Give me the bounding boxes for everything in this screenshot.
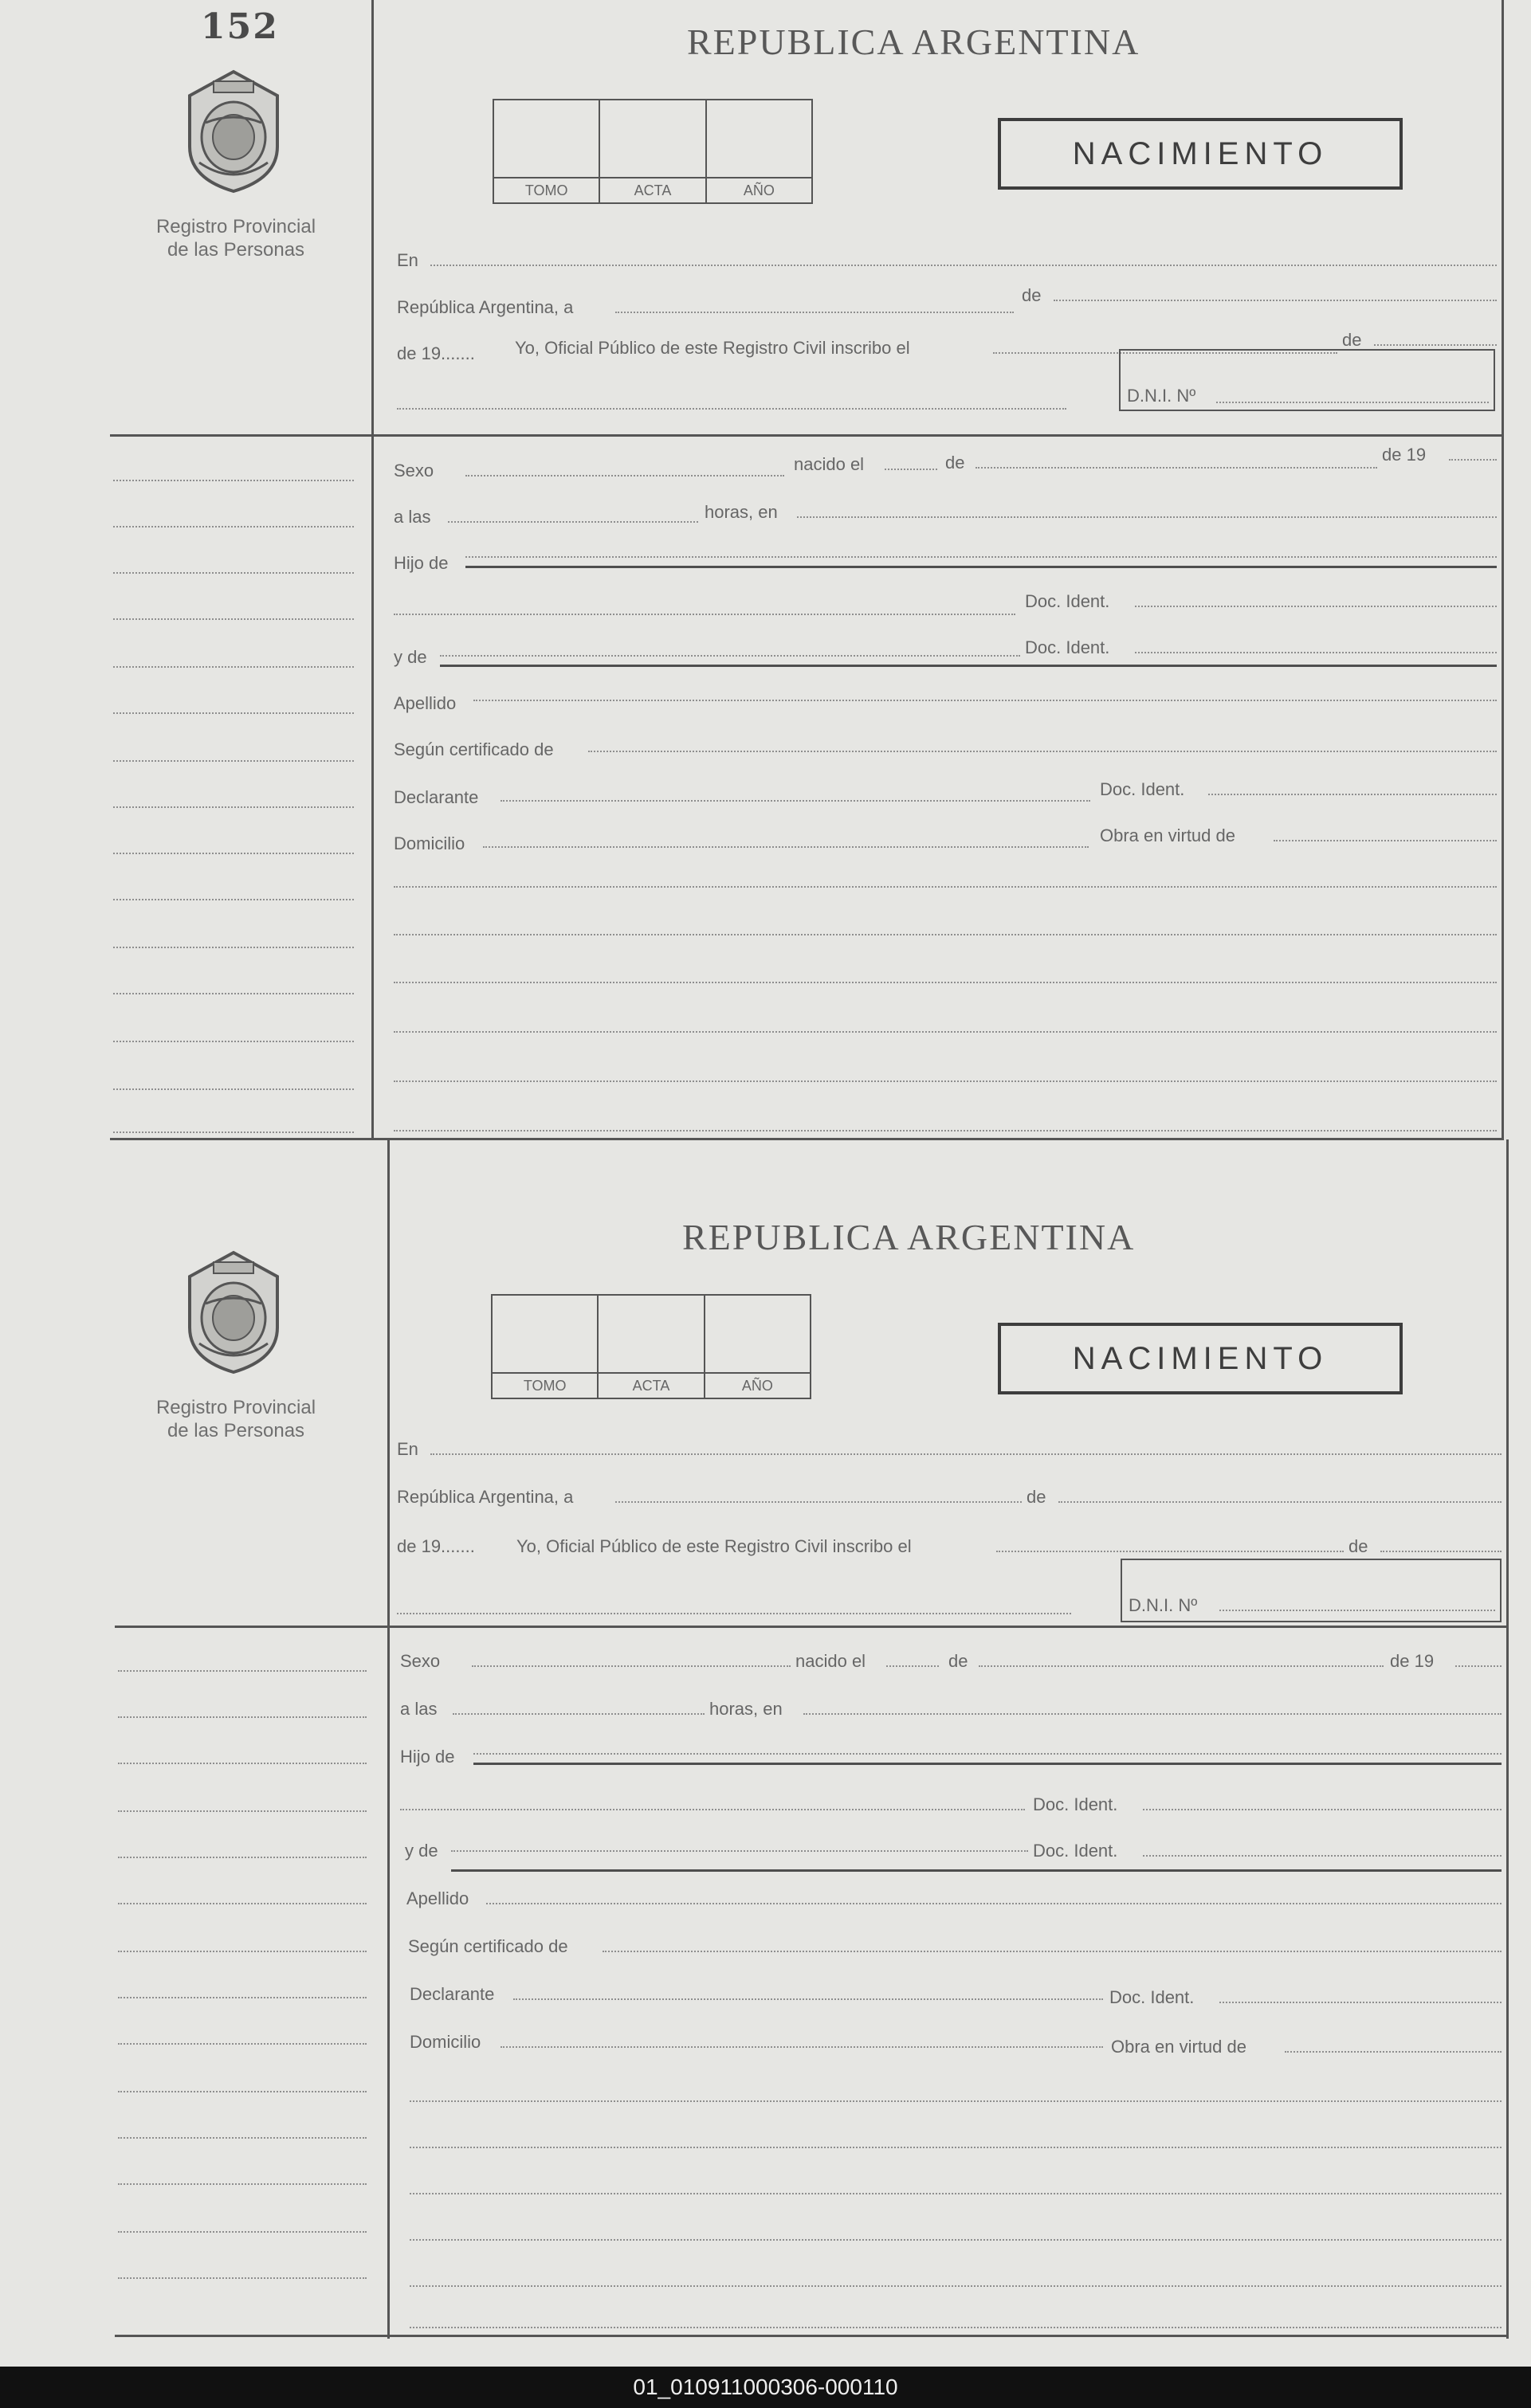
field-de-2-line[interactable] (1374, 344, 1497, 346)
section-2-right-border (1506, 1139, 1509, 2339)
margin-line[interactable] (118, 2183, 367, 2185)
field-nombre-line[interactable] (397, 1613, 1071, 1614)
field-doc-2-label: Doc. Ident. (1033, 1841, 1118, 1861)
notes-line[interactable] (410, 2239, 1502, 2241)
footer-id: 01_010911000306-000110 (633, 2375, 898, 2399)
margin-line[interactable] (113, 480, 354, 481)
notes-line[interactable] (394, 886, 1497, 888)
field-inscribo-line[interactable] (996, 1551, 1344, 1552)
field-apellido-line[interactable] (486, 1903, 1502, 1904)
ano-label: AÑO (705, 1372, 810, 1398)
field-en-label: En (397, 1439, 418, 1459)
field-segun-line[interactable] (588, 751, 1497, 752)
margin-line[interactable] (113, 572, 354, 574)
register-box (491, 1294, 811, 1399)
field-yde-label: y de (394, 647, 427, 667)
margin-line[interactable] (113, 899, 354, 900)
acta-label: ACTA (599, 1372, 703, 1398)
field-yde-label: y de (405, 1841, 438, 1861)
field-hijo-label: Hijo de (394, 553, 449, 573)
register-box (493, 99, 813, 204)
field-apellido-label: Apellido (394, 693, 457, 713)
margin-line[interactable] (118, 1857, 367, 1858)
field-de19b-label: de 19 (1390, 1651, 1435, 1671)
ano-label: AÑO (707, 177, 811, 202)
margin-line[interactable] (118, 2091, 367, 2092)
field-hora-line[interactable] (453, 1713, 705, 1715)
field-padre-line[interactable] (400, 1809, 1025, 1810)
field-republica-label: República Argentina, a (397, 1487, 574, 1507)
notes-line[interactable] (394, 934, 1497, 935)
dni-line[interactable] (1219, 1610, 1495, 1611)
field-sexo-line[interactable] (472, 1665, 791, 1667)
margin-line[interactable] (113, 712, 354, 714)
acta-cell[interactable] (600, 100, 706, 202)
institution-name (116, 1396, 355, 1442)
tomo-label: TOMO (493, 1372, 597, 1398)
record-type-box: NACIMIENTO (998, 118, 1403, 190)
notes-line[interactable] (410, 2327, 1502, 2328)
notes-line[interactable] (394, 1080, 1497, 1082)
field-nacido-anio-line[interactable] (1455, 1665, 1502, 1667)
provincial-seal-icon (182, 1248, 285, 1375)
field-alas-label: a las (400, 1699, 438, 1719)
institution-line-2: de las Personas (167, 239, 305, 261)
field-nacido-label: nacido el (795, 1651, 866, 1671)
margin-line[interactable] (118, 2277, 367, 2279)
margin-line[interactable] (113, 806, 354, 808)
margin-line[interactable] (113, 666, 354, 668)
margin-line[interactable] (118, 1810, 367, 1812)
field-de-3-label: de (948, 1651, 968, 1671)
margin-line[interactable] (113, 618, 354, 620)
section-2-middle-rule (115, 1626, 1509, 1628)
field-declarante-line[interactable] (501, 800, 1090, 802)
field-sexo-label: Sexo (394, 461, 434, 480)
margin-line[interactable] (113, 947, 354, 948)
notes-line[interactable] (410, 2193, 1502, 2194)
margin-line[interactable] (113, 853, 354, 854)
field-hijo-line[interactable] (465, 566, 1497, 568)
margin-line[interactable] (113, 760, 354, 762)
field-en-label: En (397, 250, 418, 270)
record-type-box: NACIMIENTO (998, 1323, 1403, 1394)
field-lugar-line[interactable] (797, 516, 1497, 518)
margin-line[interactable] (118, 1670, 367, 1672)
field-apellido-line[interactable] (473, 700, 1497, 701)
field-nacido-label: nacido el (794, 454, 865, 474)
field-dia-line[interactable] (615, 1501, 1022, 1503)
field-republica-label: República Argentina, a (397, 297, 574, 317)
institution-name (116, 215, 355, 261)
section-1-right-border (1502, 0, 1504, 1139)
acta-cell[interactable] (599, 1296, 705, 1398)
field-de-3-label: de (945, 453, 965, 473)
notes-line[interactable] (394, 1130, 1497, 1131)
field-doc-3-line[interactable] (1208, 794, 1497, 795)
field-de-2-label: de (1342, 330, 1362, 350)
field-madre-dots (451, 1850, 1028, 1852)
ano-cell[interactable] (705, 1296, 810, 1398)
field-alas-label: a las (394, 507, 431, 527)
notes-line[interactable] (410, 2147, 1502, 2148)
field-domicilio-line[interactable] (483, 846, 1089, 848)
field-doc-2-line[interactable] (1143, 1855, 1502, 1857)
section-1-middle-rule (110, 434, 1504, 437)
margin-line[interactable] (118, 1951, 367, 1952)
margin-line[interactable] (118, 1997, 367, 1998)
field-de19b-label: de 19 (1382, 445, 1427, 465)
notes-line[interactable] (394, 1031, 1497, 1033)
scan-footer (0, 2367, 1531, 2408)
field-en-line[interactable] (430, 1453, 1502, 1455)
notes-line[interactable] (410, 2100, 1502, 2102)
field-de-1-label: de (1027, 1487, 1046, 1507)
field-de19-label: de 19....... (397, 343, 475, 363)
field-en-line[interactable] (430, 265, 1497, 266)
provincial-seal-icon (182, 67, 285, 194)
field-de-1-label: de (1022, 285, 1042, 305)
field-segun-line[interactable] (603, 1951, 1502, 1952)
margin-line[interactable] (118, 2231, 367, 2233)
field-segun-label: Según certificado de (408, 1936, 568, 1956)
field-doc-3-label: Doc. Ident. (1100, 779, 1185, 799)
notes-line[interactable] (394, 982, 1497, 983)
margin-line[interactable] (118, 1903, 367, 1904)
section-1-divider-vertical (371, 0, 374, 1139)
field-doc-1-line[interactable] (1143, 1809, 1502, 1810)
field-nacido-dia-line[interactable] (886, 1665, 939, 1667)
notes-line[interactable] (410, 2285, 1502, 2287)
field-doc-3-line[interactable] (1219, 2002, 1502, 2003)
country-title: REPUBLICA ARGENTINA (682, 1217, 1136, 1257)
field-de-2-line[interactable] (1380, 1551, 1502, 1552)
ano-cell[interactable] (707, 100, 811, 202)
field-declarante-line[interactable] (513, 1998, 1103, 2000)
field-dia-line[interactable] (615, 312, 1014, 313)
country-title: REPUBLICA ARGENTINA (687, 22, 1140, 62)
field-nacido-dia-line[interactable] (885, 469, 937, 470)
field-hijo-label: Hijo de (400, 1747, 455, 1767)
margin-line[interactable] (113, 1088, 354, 1090)
field-horas-en-label: horas, en (705, 502, 778, 522)
field-doc-1-label: Doc. Ident. (1033, 1794, 1118, 1814)
field-nacido-mes-line[interactable] (976, 467, 1377, 469)
section-2-bottom-rule (115, 2335, 1509, 2337)
dni-label: D.N.I. Nº (1129, 1595, 1198, 1615)
margin-line[interactable] (118, 1716, 367, 1718)
field-sexo-label: Sexo (400, 1651, 441, 1671)
field-madre-dots (440, 655, 1020, 657)
institution-line-1: Registro Provincial (155, 1397, 316, 1418)
tomo-label: TOMO (494, 177, 599, 202)
field-nacido-mes-line[interactable] (979, 1665, 1384, 1667)
field-oficial-label: Yo, Oficial Público de este Registro Civil inscribo el (515, 338, 910, 358)
field-obra-label: Obra en virtud de (1111, 2037, 1246, 2057)
field-horas-en-label: horas, en (709, 1699, 783, 1719)
field-madre-line[interactable] (440, 665, 1497, 667)
field-segun-label: Según certificado de (394, 739, 554, 759)
page-number: 152 (201, 6, 279, 47)
field-doc-1-line[interactable] (1135, 606, 1497, 607)
field-padre-line[interactable] (394, 614, 1015, 615)
field-declarante-label: Declarante (394, 787, 479, 807)
field-domicilio-line[interactable] (501, 2046, 1103, 2048)
field-mes-line[interactable] (1058, 1501, 1502, 1503)
field-hijo-dots (473, 1753, 1502, 1755)
field-de-2-label: de (1348, 1536, 1368, 1556)
margin-line[interactable] (113, 1131, 354, 1133)
field-doc-1-label: Doc. Ident. (1025, 591, 1110, 611)
institution-line-2: de las Personas (167, 1420, 305, 1441)
field-obra-label: Obra en virtud de (1100, 826, 1235, 845)
dni-label: D.N.I. Nº (1127, 386, 1196, 406)
field-mes-line[interactable] (1054, 300, 1497, 301)
field-hijo-dots (465, 556, 1497, 558)
field-sexo-line[interactable] (465, 475, 784, 477)
dni-line[interactable] (1216, 402, 1489, 403)
field-doc-2-line[interactable] (1135, 652, 1497, 653)
field-hora-line[interactable] (448, 521, 698, 523)
field-lugar-line[interactable] (803, 1713, 1502, 1715)
field-de19-label: de 19....... (397, 1536, 475, 1556)
field-doc-2-label: Doc. Ident. (1025, 637, 1110, 657)
field-obra-line[interactable] (1285, 2051, 1502, 2053)
field-domicilio-label: Domicilio (410, 2032, 481, 2052)
margin-line[interactable] (118, 2043, 367, 2045)
field-nacido-anio-line[interactable] (1449, 459, 1497, 461)
section-divider-rule (110, 1138, 1504, 1140)
tomo-cell[interactable] (493, 1296, 599, 1398)
margin-line[interactable] (118, 1763, 367, 1764)
field-declarante-label: Declarante (410, 1984, 495, 2004)
section-2-divider-vertical (387, 1139, 390, 2339)
field-oficial-label: Yo, Oficial Público de este Registro Civil inscribo el (516, 1536, 912, 1556)
institution-line-1: Registro Provincial (155, 216, 316, 237)
acta-label: ACTA (600, 177, 705, 202)
margin-line[interactable] (118, 2137, 367, 2139)
field-madre-line[interactable] (451, 1869, 1502, 1872)
field-obra-line[interactable] (1274, 840, 1497, 841)
tomo-cell[interactable] (494, 100, 600, 202)
field-doc-3-label: Doc. Ident. (1109, 1987, 1195, 2007)
field-domicilio-label: Domicilio (394, 833, 465, 853)
field-nombre-line[interactable] (397, 408, 1066, 410)
margin-line[interactable] (113, 1041, 354, 1042)
margin-line[interactable] (113, 993, 354, 994)
field-apellido-label: Apellido (406, 1888, 469, 1908)
field-hijo-line[interactable] (473, 1763, 1502, 1765)
margin-line[interactable] (113, 526, 354, 527)
